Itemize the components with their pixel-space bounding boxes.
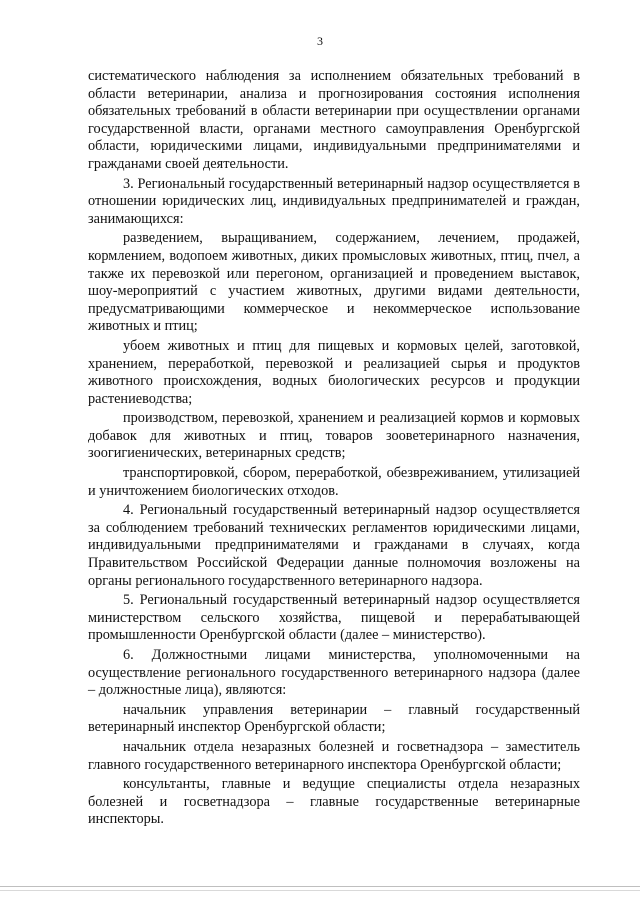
paragraph: 4. Региональный государственный ветеринарный надзор осуществляется за соблюдением требований технических регламентов юридическими лицами, индивидуальными предпринимателями и гражданами в случаях, когда Правительством Российской Федерации данные полномочия возложены на органы регионального государственного ветеринарного надзора. (88, 502, 580, 589)
paragraph: 6. Должностными лицами министерства, уполномоченными на осуществление регионального государственного ветеринарного надзора (далее – должностные лица), являются: (88, 647, 580, 699)
paragraph: разведением, выращиванием, содержанием, лечением, продажей, кормлением, водопоем животных, диких промысловых животных, птиц, пчел, а также их перевозкой или перегоном, организацией и проведением выставок, шоу-мероприятий с участием животных, другими видами деятельности, предусматривающими коммерческое и некоммерческое использование животных и птиц; (88, 230, 580, 335)
document-body (88, 68, 580, 829)
paragraph: систематического наблюдения за исполнением обязательных требований в области ветеринарии, анализа и прогнозирования состояния исполнения обязательных требований в области ветеринарии при осуществлении органами государственной власти, органами местного самоуправления Оренбургской области, юридическими лицами, индивидуальными предпринимателями и гражданами своей деятельности. (88, 68, 580, 172)
paragraph: транспортировкой, сбором, переработкой, обезвреживанием, утилизацией и уничтожением биологических отходов. (88, 465, 580, 499)
paragraph: производством, перевозкой, хранением и реализацией кормов и кормовых добавок для животных и птиц, товаров зооветеринарного назначения, зоогигиенических, ветеринарных средств; (88, 410, 580, 462)
paragraph: 3. Региональный государственный ветеринарный надзор осуществляется в отношении юридических лиц, индивидуальных предпринимателей и граждан, занимающихся: (88, 175, 580, 227)
scan-edge-line (0, 886, 640, 887)
paragraph: 5. Региональный государственный ветеринарный надзор осуществляется министерством сельского хозяйства, пищевой и перерабатывающей промышленности Оренбургской области (далее – министерство). (88, 592, 580, 644)
paragraph: начальник отдела незаразных болезней и госветнадзора – заместитель главного государственного ветеринарного инспектора Оренбургской области; (88, 738, 580, 773)
paragraph: убоем животных и птиц для пищевых и кормовых целей, заготовкой, хранением, переработкой, перевозкой и реализацией сырья и продуктов животного происхождения, водных биологических ресурсов и продукции растениеводства; (88, 337, 580, 407)
scan-edge-line (0, 890, 640, 891)
page-number: 3 (317, 34, 323, 48)
paragraph: начальник управления ветеринарии – главный государственный ветеринарный инспектор Оренбургской области; (88, 701, 580, 736)
paragraph: консультанты, главные и ведущие специалисты отдела незаразных болезней и госветнадзора – главные государственные ветеринарные инспекторы. (88, 776, 580, 828)
